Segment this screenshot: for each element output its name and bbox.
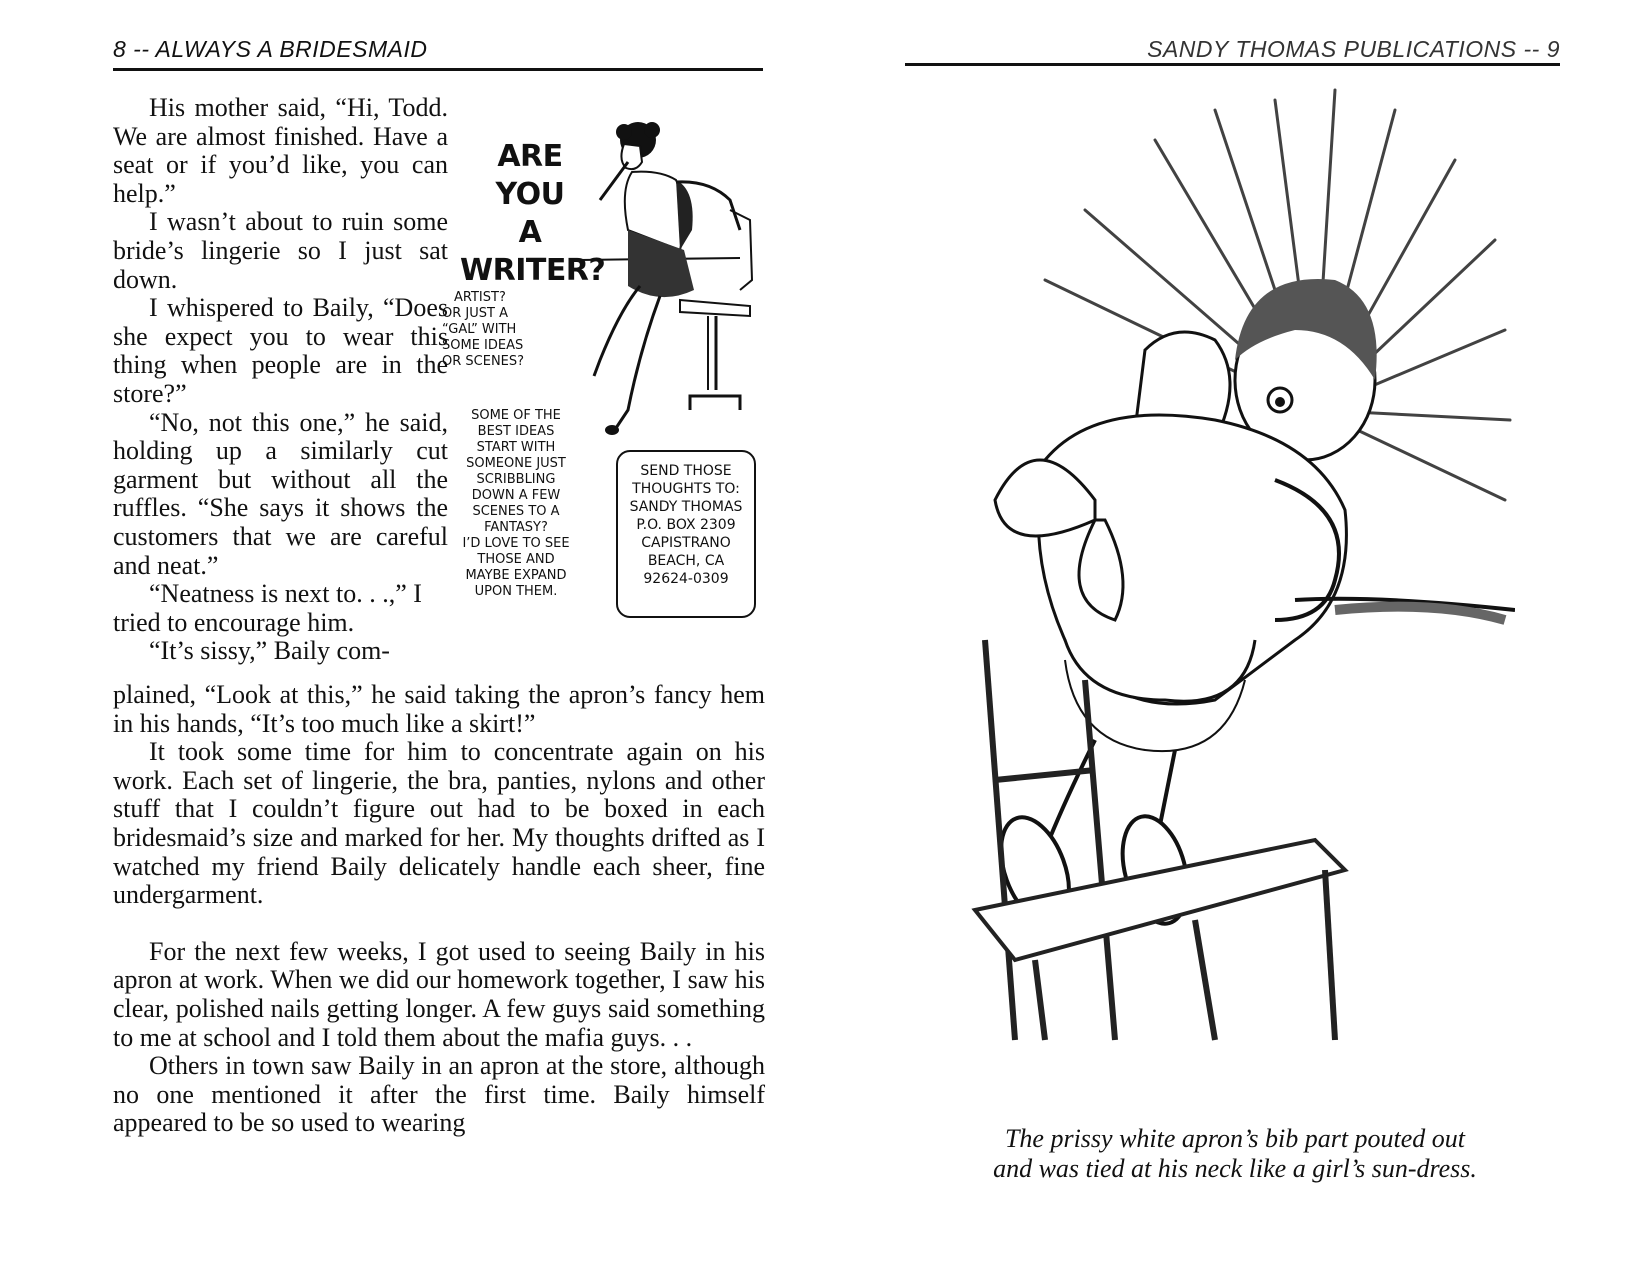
writer-advertisement (442, 110, 768, 640)
paragraph: plained, “Look at this,” he said taking the apron’s fancy hem in his hands, “It’s too much like a skirt!” (113, 680, 765, 738)
right-page (825, 0, 1650, 1275)
ad-headline: ARE YOU A WRITER? (460, 139, 606, 288)
section-gap (113, 910, 765, 938)
illustration-caption: The prissy white apron’s bib part pouted out and was tied at his neck like a girl’s sun-dress. (993, 1124, 1477, 1183)
wide-text-column (113, 681, 765, 1138)
ad-subheading: ARTIST? OR JUST A “GAL” WITH SOME IDEAS OR SCENES? (442, 290, 525, 369)
paragraph: I wasn’t about to ruin some bride’s lingerie so I just sat down. (113, 207, 448, 294)
left-running-head: 8 -- ALWAYS A BRIDESMAID (113, 36, 428, 62)
left-header-rule (113, 68, 763, 71)
writer-woman-illustration (580, 110, 770, 440)
paragraph: “Neatness is next to. . .,” I tried to encourage him. (113, 579, 422, 637)
paragraph: “No, not this one,” he said, holding up a similarly cut garment but without all the ruffles. “She says it shows the customers that we are careful and neat.” (113, 407, 448, 580)
apron-boy-illustration (915, 80, 1515, 1100)
paragraph: It took some time for him to concentrate again on his work. Each set of lingerie, the bra, panties, nylons and other stuff that I couldn’t figure out had to be boxed in each bridesmaid’s size and marked for her. My thoughts drifted as I watched my friend Baily delicately handle each sheer, fine undergarment. (113, 737, 765, 910)
paragraph: I whispered to Baily, “Does she expect you to wear this thing when people are in the store?” (113, 293, 448, 408)
ad-address-box: SEND THOSE THOUGHTS TO: SANDY THOMAS P.O. BOX 2309 CAPISTRANO BEACH, CA 92624-0309 (616, 450, 756, 618)
right-running-head: SANDY THOMAS PUBLICATIONS -- 9 (1147, 36, 1560, 62)
paragraph: Others in town saw Baily in an apron at the store, although no one mentioned it after the first time. Baily himself appeared to be so used to wearing (113, 1051, 765, 1138)
narrow-text-column (113, 94, 448, 666)
paragraph: For the next few weeks, I got used to seeing Baily in his apron at work. When we did our homework together, I saw his clear, polished nails getting longer. A few guys said something to me at school and I told them about the mafia guys. . . (113, 936, 765, 1052)
ad-body-text: SOME OF THE BEST IDEAS START WITH SOMEONE JUST SCRIBBLING DOWN A FEW SCENES TO A FANTASY? I’D LOVE TO SEE THOSE AND MAYBE EXPAND UPON THEM. (462, 408, 570, 599)
paragraph: “It’s sissy,” Baily com- (149, 636, 390, 666)
paragraph: His mother said, “Hi, Todd. We are almost finished. Have a seat or if you’d like, you can help.” (113, 93, 448, 208)
right-header-rule (905, 63, 1560, 66)
